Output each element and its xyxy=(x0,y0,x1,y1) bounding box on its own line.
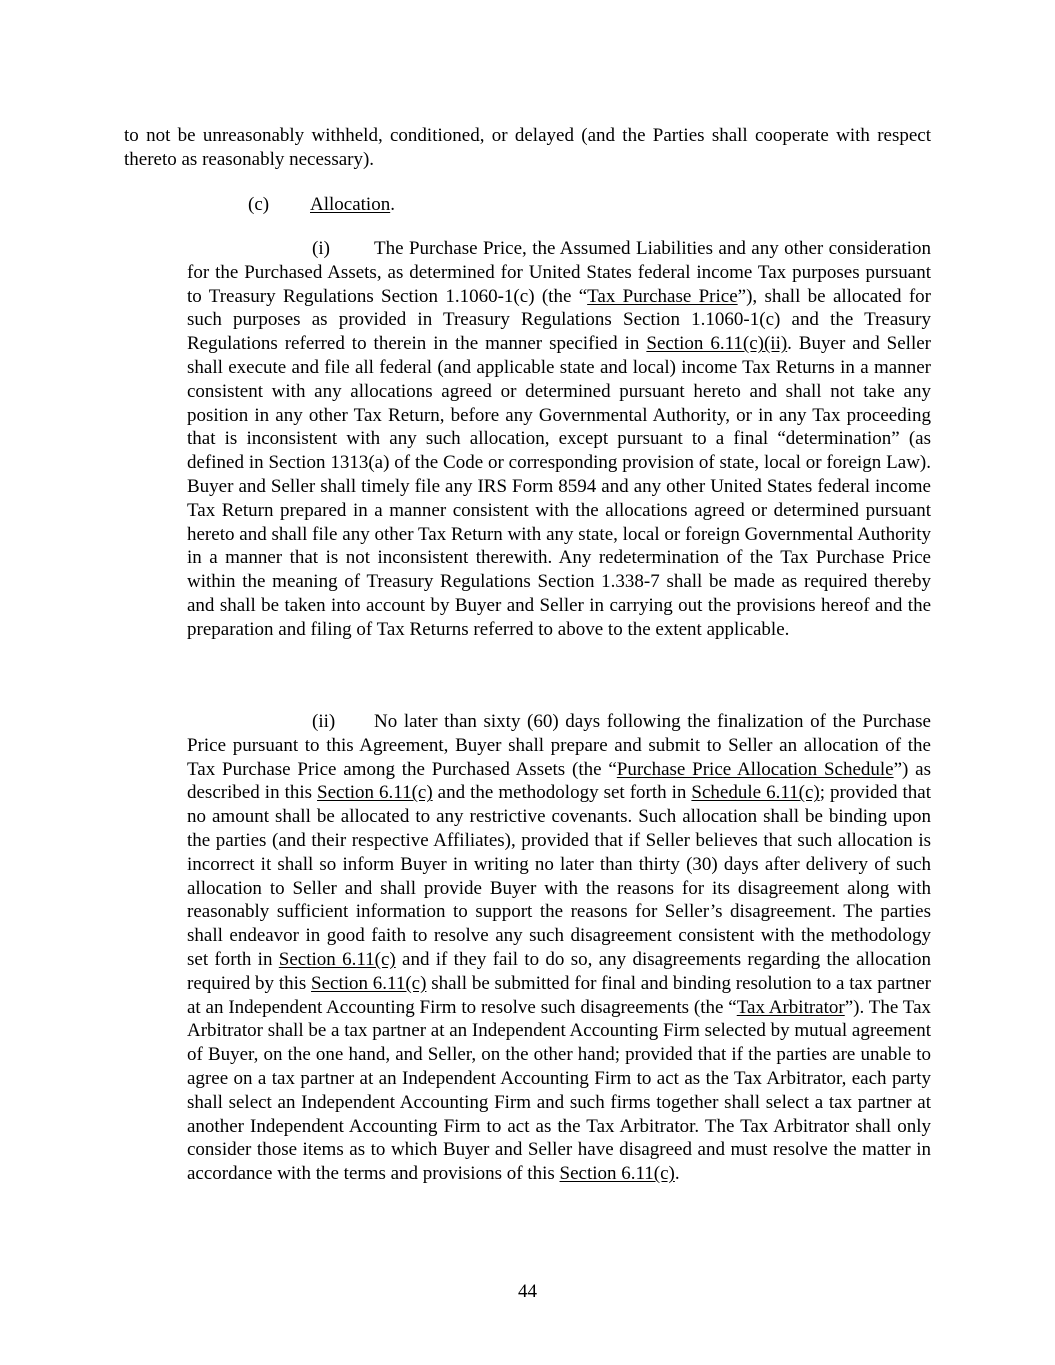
schedule-reference: Schedule 6.11(c) xyxy=(691,782,820,804)
defined-term: Purchase Price Allocation Schedule xyxy=(616,758,894,780)
section-title-suffix: . xyxy=(390,194,395,215)
section-heading xyxy=(248,193,648,217)
continuation-text: to not be unreasonably withheld, conditioned, or delayed (and the Parties shall cooperate with respect thereto as reasonably necessary). xyxy=(124,125,931,170)
defined-term: Tax Purchase Price xyxy=(587,285,738,307)
clause-text: shall be submitted for final and binding resolution to a tax partner at an Independent Accounting Firm to resolve such disagreements (the “ xyxy=(187,972,932,1018)
clause-text: ; provided that no amount shall be allocated to any restrictive covenants. Such allocation shall be binding upon the parties (and their respective Affiliates), provided that if Seller believes that such allocation is incorrect it shall so inform Buyer in writing no later than thirty (30) days after delivery of such allocation to Seller and shall provide Buyer with the reasons for its disagreement along with reasonably sufficient information to support the reasons for Seller’s disagreement. The parties shall endeavor in good faith to resolve any such disagreement consistent with the methodology set forth in xyxy=(187,782,932,970)
clause-text: and if they fail to do so, any disagreements regarding the allocation required by this xyxy=(187,948,931,994)
section-number: (c) xyxy=(248,194,270,215)
clause-text: The Purchase Price, the Assumed Liabilities and any other consideration for the Purchased Assets, as determined for United States federal income Tax purposes pursuant to Treasury Regulations Section 1.1060-1(c) (the “ xyxy=(187,238,931,307)
clause-text: No later than sixty (60) days following the finalization of the Purchase Price pursuant to this Agreement, Buyer shall prepare and submit to Seller an allocation of the Tax Purchase Price among the Purchased Assets (the “ xyxy=(187,711,931,780)
section-title: Allocation xyxy=(310,194,391,215)
section-reference: Section 6.11(c) xyxy=(278,948,396,970)
clause-text: ”), shall be allocated for such purposes as provided in Treasury Regulations Section 1.1060-1(c) and the Treasury Regulations referred to therein in the manner specified in xyxy=(187,285,931,355)
page-number: 44 xyxy=(518,1281,537,1302)
defined-term: Tax Arbitrator xyxy=(736,996,845,1018)
clause-i-number: (i) xyxy=(312,238,330,259)
section-reference: Section 6.11(c) xyxy=(317,782,433,804)
clause-text: ”). The Tax Arbitrator shall be a tax partner at an Independent Accounting Firm selected by mutual agreement of Buyer, on the one hand, and Seller, on the other hand; provided that if the parties are unable to agree on a tax partner at an Independent Accounting Firm to act as the Tax Arbitrator, each party shall select an Independent Accounting Firm and such firms together shall select a tax partner at another Independent Accounting Firm to act as the Tax Arbitrator. The Tax Arbitrator shall only consider those items as to which Buyer and Seller have disagreed and must resolve the matter in accordance with the terms and provisions of this xyxy=(187,996,932,1185)
clause-text: . Buyer and Seller shall execute and file all federal (and applicable state and local) income Tax Returns in a manner consistent with any allocations agreed or determined pursuant hereto and shall not take any position in any other Tax Return, before any Governmental Authority, or in any Tax proceeding that is inconsistent with any such allocation, except pursuant to a final “determination” (as defined in Section 1313(a) of the Code or corresponding provision of state, local or foreign Law). Buyer and Seller shall timely file any IRS Form 8594 and any other United States federal income Tax Return prepared in a manner consistent with the allocations agreed or determined pursuant hereto and shall file any other Tax Return with any state, local or foreign Governmental Authority in a manner that is not inconsistent therewith. Any redetermination of the Tax Purchase Price within the meaning of Treasury Regulations Section 1.338-7 shall be made as required thereby and shall be taken into account by Buyer and Seller in carrying out the provisions hereof and the preparation and filing of Tax Returns referred to above to the extent applicable. xyxy=(187,333,931,640)
clause-text: ”) as described in this xyxy=(187,758,931,804)
clause-text: . xyxy=(674,1163,680,1185)
clause-ii xyxy=(187,710,931,1186)
continuation-paragraph xyxy=(124,124,931,172)
section-reference: Section 6.11(c) xyxy=(559,1163,675,1185)
section-reference: Section 6.11(c) xyxy=(311,972,427,994)
clause-text: and the methodology set forth in xyxy=(432,782,692,804)
section-reference: Section 6.11(c)(ii) xyxy=(646,333,788,355)
clause-ii-number: (ii) xyxy=(312,711,336,732)
clause-i xyxy=(187,237,931,642)
